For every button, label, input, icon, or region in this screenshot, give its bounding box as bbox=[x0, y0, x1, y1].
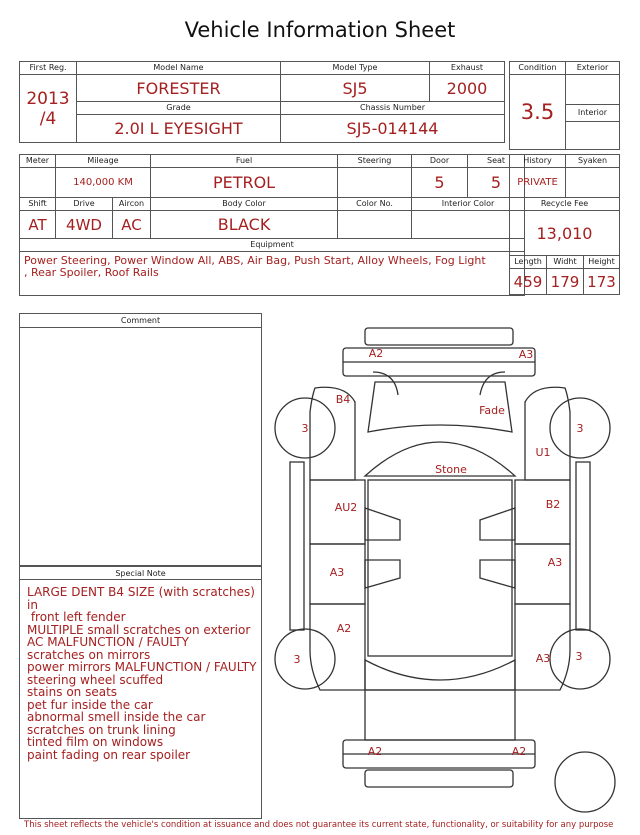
special-note-list bbox=[20, 580, 261, 761]
left-side-skirt bbox=[290, 462, 304, 630]
right-front-door bbox=[515, 480, 570, 544]
mark-wheel-rear-right: 3 bbox=[575, 650, 583, 663]
rear-bumper-bottom bbox=[365, 770, 513, 787]
mark-front-right-fender: U1 bbox=[535, 446, 551, 459]
mark-front-right-door: B2 bbox=[545, 498, 561, 511]
height-label: Height bbox=[584, 256, 620, 269]
vehicle-spec-table bbox=[19, 154, 525, 296]
steering-label: Steering bbox=[338, 155, 412, 168]
width-value: 179 bbox=[547, 269, 584, 295]
note-item: scratches on mirrors bbox=[27, 647, 151, 662]
fuel-value: PETROL bbox=[151, 168, 338, 198]
left-front-window bbox=[365, 508, 400, 540]
exterior-label: Exterior bbox=[566, 62, 620, 75]
history-value: PRIVATE bbox=[510, 168, 566, 198]
right-rear-window bbox=[480, 560, 515, 588]
first-reg-label: First Reg. bbox=[20, 62, 77, 75]
first-reg-month: /4 bbox=[39, 108, 57, 129]
width-label: Widht bbox=[547, 256, 584, 269]
mark-wheel-rear-left: 3 bbox=[293, 653, 301, 666]
mark-windshield: Stone bbox=[435, 463, 467, 476]
meter-value bbox=[20, 168, 56, 198]
model-type-label: Model Type bbox=[281, 62, 430, 75]
equipment-line-2: , Rear Spoiler, Roof Rails bbox=[24, 266, 159, 279]
shift-value: AT bbox=[20, 211, 56, 239]
first-reg-cell bbox=[20, 75, 77, 143]
mileage-label: Mileage bbox=[56, 155, 151, 168]
height-value: 173 bbox=[584, 269, 620, 295]
note-item: pet fur inside the car bbox=[27, 697, 153, 712]
aircon-label: Aircon bbox=[113, 198, 151, 211]
note-item: MULTIPLE small scratches on exterior bbox=[27, 622, 251, 637]
body-color-label: Body Color bbox=[151, 198, 338, 211]
note-item: power mirrors MALFUNCTION / FAULTY bbox=[27, 660, 257, 674]
tailgate-panel bbox=[365, 690, 515, 740]
interior-value bbox=[566, 122, 620, 150]
note-item: front left fender bbox=[27, 610, 126, 624]
mark-front-left-fender: B4 bbox=[335, 393, 351, 406]
syaken-value bbox=[566, 168, 620, 198]
aircon-value: AC bbox=[113, 211, 151, 239]
model-name: FORESTER bbox=[77, 75, 281, 102]
history-table bbox=[509, 154, 620, 295]
condition-label: Condition bbox=[510, 62, 566, 75]
roof-panel bbox=[368, 480, 512, 656]
mark-rear-right-door: A3 bbox=[547, 556, 563, 569]
model-name-label: Model Name bbox=[77, 62, 281, 75]
equipment-cell bbox=[20, 252, 525, 296]
note-item: stains on seats bbox=[27, 685, 118, 699]
recycle-fee-value: 13,010 bbox=[510, 211, 620, 256]
color-no-label: Color No. bbox=[338, 198, 412, 211]
meter-label: Meter bbox=[20, 155, 56, 168]
comment-label: Comment bbox=[20, 314, 261, 328]
vehicle-basic-table bbox=[19, 61, 505, 143]
note-item: tinted film on windows bbox=[27, 735, 164, 749]
drive-label: Drive bbox=[56, 198, 113, 211]
mark-wheel-front-left: 3 bbox=[301, 422, 309, 435]
equipment-line-1: Power Steering, Power Window All, ABS, Air Bag, Push Start, Alloy Wheels, Fog Light bbox=[24, 254, 486, 267]
mark-hood: Fade bbox=[479, 404, 505, 417]
mark-front-bumper-right: A3 bbox=[518, 348, 534, 361]
color-no-value bbox=[338, 211, 412, 239]
history-label: History bbox=[510, 155, 566, 168]
right-rear-door bbox=[515, 544, 570, 604]
door-count: 5 bbox=[412, 168, 468, 198]
note-item: paint fading on rear spoiler bbox=[27, 747, 191, 762]
mark-front-left-door: AU2 bbox=[334, 501, 358, 514]
right-front-window bbox=[480, 508, 515, 540]
mark-rear-bumper-left: A2 bbox=[367, 745, 383, 758]
note-item: abnormal smell inside the car bbox=[27, 710, 206, 724]
exhaust-label: Exhaust bbox=[430, 62, 505, 75]
mark-rear-left-quarter: A2 bbox=[336, 622, 352, 635]
note-item: AC MALFUNCTION / FAULTY bbox=[27, 635, 189, 649]
mark-rear-left-door: A3 bbox=[329, 566, 345, 579]
rear-window-panel bbox=[365, 660, 515, 690]
steering-value bbox=[338, 168, 412, 198]
right-front-fender bbox=[525, 387, 570, 480]
grade-label: Grade bbox=[77, 102, 281, 115]
comment-panel bbox=[19, 313, 262, 566]
mark-front-bumper-left: A2 bbox=[368, 347, 384, 360]
seat-count: 5 bbox=[468, 168, 525, 198]
mark-rear-bumper-right: A2 bbox=[511, 745, 527, 758]
left-rear-window bbox=[365, 560, 400, 588]
interior-label: Interior bbox=[566, 105, 620, 122]
equipment-label: Equipment bbox=[20, 239, 525, 252]
shift-label: Shift bbox=[20, 198, 56, 211]
condition-table bbox=[509, 61, 620, 150]
mark-wheel-front-right: 3 bbox=[576, 422, 584, 435]
length-label: Length bbox=[510, 256, 547, 269]
disclaimer-footer: This sheet reflects the vehicle's condition at issuance and does not guarantee its current state, functionality, or suitability for any purpose bbox=[24, 820, 614, 830]
interior-color-label: Interior Color bbox=[412, 198, 525, 211]
note-item: scratches on trunk lining bbox=[27, 722, 176, 737]
car-damage-diagram bbox=[270, 322, 620, 820]
model-type: SJ5 bbox=[281, 75, 430, 102]
note-item: steering wheel scuffed bbox=[27, 672, 164, 687]
seat-label: Seat bbox=[468, 155, 525, 168]
mileage-value: 140,000 KM bbox=[56, 168, 151, 198]
special-note-panel bbox=[19, 566, 262, 819]
drive-value: 4WD bbox=[56, 211, 113, 239]
left-rear-quarter bbox=[310, 604, 365, 690]
recycle-fee-label: Recycle Fee bbox=[510, 198, 620, 211]
exhaust-value: 2000 bbox=[430, 75, 505, 102]
right-rear-quarter bbox=[515, 604, 570, 690]
special-note-label: Special Note bbox=[20, 566, 261, 580]
right-side-skirt bbox=[576, 462, 590, 630]
exterior-value bbox=[566, 75, 620, 105]
length-value: 459 bbox=[510, 269, 547, 295]
wheel-rear-left bbox=[275, 629, 335, 689]
syaken-label: Syaken bbox=[566, 155, 620, 168]
page-title: Vehicle Information Sheet bbox=[184, 18, 456, 42]
interior-color-value bbox=[412, 211, 525, 239]
grade-value: 2.0I L EYESIGHT bbox=[77, 115, 281, 143]
door-label: Door bbox=[412, 155, 468, 168]
chassis-label: Chassis Number bbox=[281, 102, 505, 115]
body-color-value: BLACK bbox=[151, 211, 338, 239]
spare-wheel bbox=[555, 752, 615, 812]
fuel-label: Fuel bbox=[151, 155, 338, 168]
first-reg-year: 2013 bbox=[26, 88, 70, 109]
chassis-number: SJ5-014144 bbox=[281, 115, 505, 143]
front-bumper-top bbox=[365, 328, 513, 345]
mark-rear-right-quarter: A3 bbox=[535, 652, 551, 665]
note-item: LARGE DENT B4 SIZE (with scratches) in bbox=[27, 585, 255, 612]
condition-score: 3.5 bbox=[510, 75, 566, 150]
